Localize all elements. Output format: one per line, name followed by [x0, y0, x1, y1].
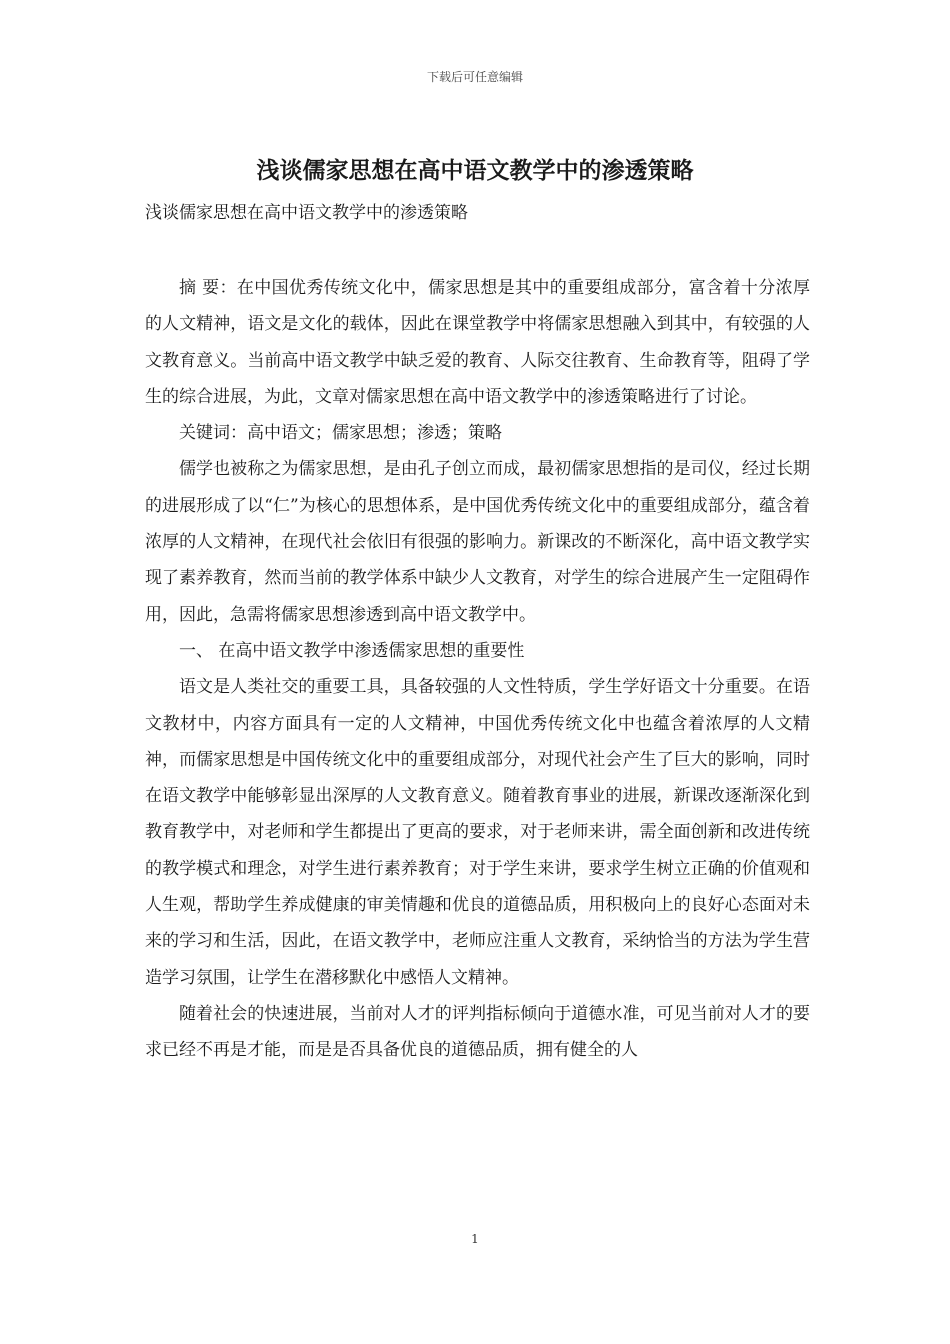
page-header: 下载后可任意编辑	[426, 70, 523, 84]
document-title: 浅谈儒家思想在高中语文教学中的渗透策略	[256, 157, 694, 184]
body-paragraph: 语文是人类社交的重要工具，具备较强的人文性特质，学生学好语文十分重要。在语文教材中，内容方面具有一定的人文精神，中国优秀传统文化中也蕴含着浓厚的人文精神，而儒家思想是中国传统文化中的重要组成部分，对现代社会产生了巨大的影响，同时在语文教学中能够彰显出深厚的人文教育意义。随着教育事业的进展，新课改逐渐深化到教育教学中，对老师和学生都提出了更高的要求，对于老师来讲，需全面创新和改进传统的教学模式和理念，对学生进行素养教育；对于学生来讲，要求学生树立正确的价值观和人生观，帮助学生养成健康的审美情趣和优良的道德品质，用积极向上的良好心态面对未来的学习和生活，因此，在语文教学中，老师应注重人文教育，采纳恰当的方法为学生营造学习氛围，让学生在潜移默化中感悟人文精神。	[145, 677, 810, 988]
abstract-paragraph: 摘 要：在中国优秀传统文化中，儒家思想是其中的重要组成部分，富含着十分浓厚的人文精神，语文是文化的载体，因此在课堂教学中将儒家思想融入到其中，有较强的人文教育意义。当前高中语文教学中缺乏爱的教育、人际交往教育、生命教育等，阻碍了学生的综合进展，为此，文章对儒家思想在高中语文教学中的渗透策略进行了讨论。	[145, 278, 810, 407]
body-paragraph: 随着社会的快速进展，当前对人才的评判指标倾向于道德水准，可见当前对人才的要求已经不再是才能，而是是否具备优良的道德品质，拥有健全的人	[145, 1003, 810, 1061]
section-heading: 一、 在高中语文教学中渗透儒家思想的重要性	[179, 640, 525, 661]
document-body	[145, 270, 810, 1069]
document-subtitle: 浅谈儒家思想在高中语文教学中的渗透策略	[145, 203, 468, 223]
intro-paragraph: 儒学也被称之为儒家思想，是由孔子创立而成，最初儒家思想指的是司仪，经过长期的进展形成了以“仁”为核心的思想体系，是中国优秀传统文化中的重要组成部分，蕴含着浓厚的人文精神，在现代社会依旧有很强的影响力。新课改的不断深化，高中语文教学实现了素养教育，然而当前的教学体系中缺少人文教育，对学生的综合进展产生一定阻碍作用，因此，急需将儒家思想渗透到高中语文教学中。	[145, 459, 810, 625]
page-number: 1	[471, 1232, 479, 1246]
keywords-paragraph: 关键词：高中语文；儒家思想；渗透；策略	[179, 423, 502, 444]
